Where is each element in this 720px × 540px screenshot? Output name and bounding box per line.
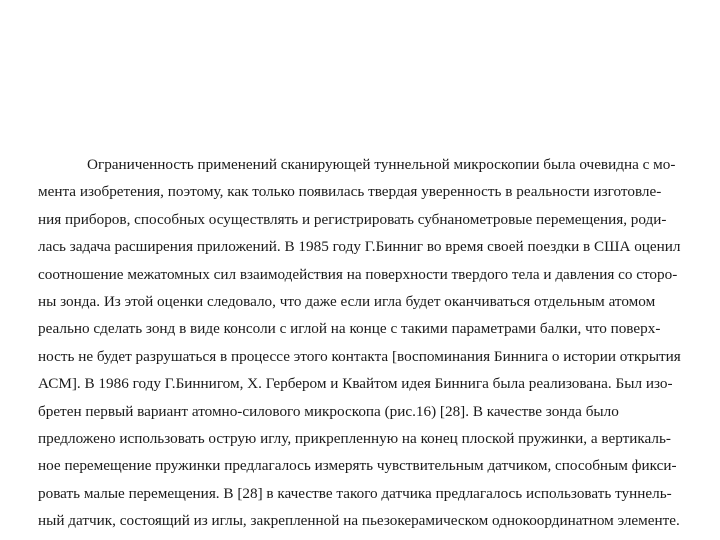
paragraph-line: реально сделать зонд в виде консоли с иглой на конце с такими параметрами балки, что поверх- xyxy=(38,320,661,338)
paragraph-line: ный датчик, состоящий из иглы, закрепленной на пьезокерамическом однокоординатном элементе. xyxy=(38,512,680,530)
paragraph-line: предложено использовать острую иглу, прикрепленную на конец плоской пружинки, а вертикаль- xyxy=(38,429,671,447)
paragraph-line: ния приборов, способных осуществлять и регистрировать субнанометровые перемещения, роди- xyxy=(38,210,667,228)
paragraph-line: соотношение межатомных сил взаимодействия на поверхности твердого тела и давления со сторо- xyxy=(38,265,678,283)
paragraph-line: лась задача расширения приложений. В 1985 году Г.Бинниг во время своей поездки в США оценил xyxy=(38,238,681,256)
paragraph-line: АСМ]. В 1986 году Г.Биннигом, Х. Гербером и Квайтом идея Биннига была реализована. Был изо- xyxy=(38,375,673,393)
paragraph-line: ны зонда. Из этой оценки следовало, что даже если игла будет оканчиваться отдельным атомом xyxy=(38,292,656,310)
paragraph-line: ровать малые перемещения. В [28] в качестве такого датчика предлагалось использовать туннель- xyxy=(38,484,672,502)
paragraph-line: бретен первый вариант атомно-силового микроскопа (рис.16) [28]. В качестве зонда было xyxy=(38,402,619,420)
paragraph-line: ность не будет разрушаться в процессе этого контакта [воспоминания Биннига о истории открытия xyxy=(38,347,681,365)
paragraph-line: ное перемещение пружинки предлагалось измерять чувствительным датчиком, способным фикси- xyxy=(38,457,677,475)
paragraph-line: Ограниченность применений сканирующей туннельной микроскопии была очевидна с мо- xyxy=(87,156,676,173)
paragraph-line: мента изобретения, поэтому, как только появилась твердая уверенность в реальности изготовле- xyxy=(38,183,662,201)
paragraph xyxy=(38,151,688,534)
